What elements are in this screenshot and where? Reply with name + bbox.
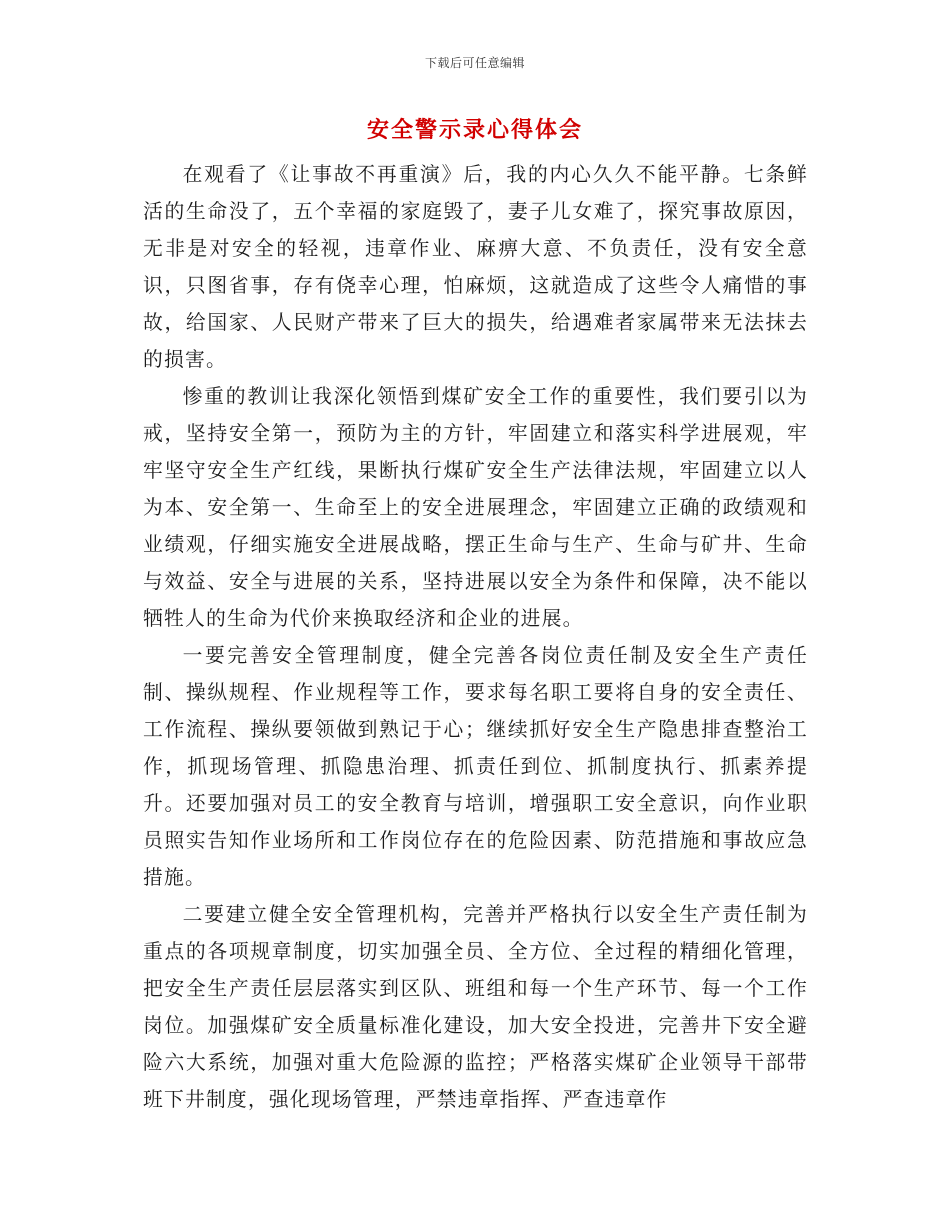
paragraph-3: 一要完善安全管理制度，健全完善各岗位责任制及安全生产责任制、操纵规程、作业规程等工作，要求每名职工要将自身的安全责任、工作流程、操纵要领做到熟记于心；继续抓好安全生产隐患排查整治工作，抓现场管理、抓隐患治理、抓责任到位、抓制度执行、抓素养提升。还要加强对员工的安全教育与培训，增强职工安全意识，向作业职员照实告知作业场所和工作岗位存在的危险因素、防范措施和事故应急措施。 bbox=[143, 644, 808, 889]
paragraph-2: 惨重的教训让我深化领悟到煤矿安全工作的重要性，我们要引以为戒，坚持安全第一，预防为主的方针，牢固建立和落实科学进展观，牢牢坚守安全生产红线，果断执行煤矿安全生产法律法规，牢固建立以人为本、安全第一、生命至上的安全进展理念，牢固建立正确的政绩观和业绩观，仔细实施安全进展战略，摆正生命与生产、生命与矿井、生命与效益、安全与进展的关系，坚持进展以安全为条件和保障，决不能以牺牲人的生命为代价来换取经济和企业的进展。 bbox=[143, 385, 808, 630]
document-body bbox=[143, 156, 808, 1118]
document-title: 安全警示录心得体会 bbox=[366, 117, 583, 143]
paragraph-1: 在观看了《让事故不再重演》后，我的内心久久不能平静。七条鲜活的生命没了，五个幸福的家庭毁了，妻子儿女难了，探究事故原因，无非是对安全的轻视，违章作业、麻痹大意、不负责任，没有安全意识，只图省事，存有侥幸心理，怕麻烦，这就造成了这些令人痛惜的事故，给国家、人民财产带来了巨大的损失，给遇难者家属带来无法抹去的损害。 bbox=[143, 163, 808, 371]
header-note: 下载后可任意编辑 bbox=[424, 56, 525, 70]
paragraph-4: 二要建立健全安全管理机构，完善并严格执行以安全生产责任制为重点的各项规章制度，切实加强全员、全方位、全过程的精细化管理，把安全生产责任层层落实到区队、班组和每一个生产环节、每一个工作岗位。加强煤矿安全质量标准化建设，加大安全投进，完善井下安全避险六大系统，加强对重大危险源的监控；严格落实煤矿企业领导干部带班下井制度，强化现场管理，严禁违章指挥、严查违章作 bbox=[143, 903, 808, 1111]
